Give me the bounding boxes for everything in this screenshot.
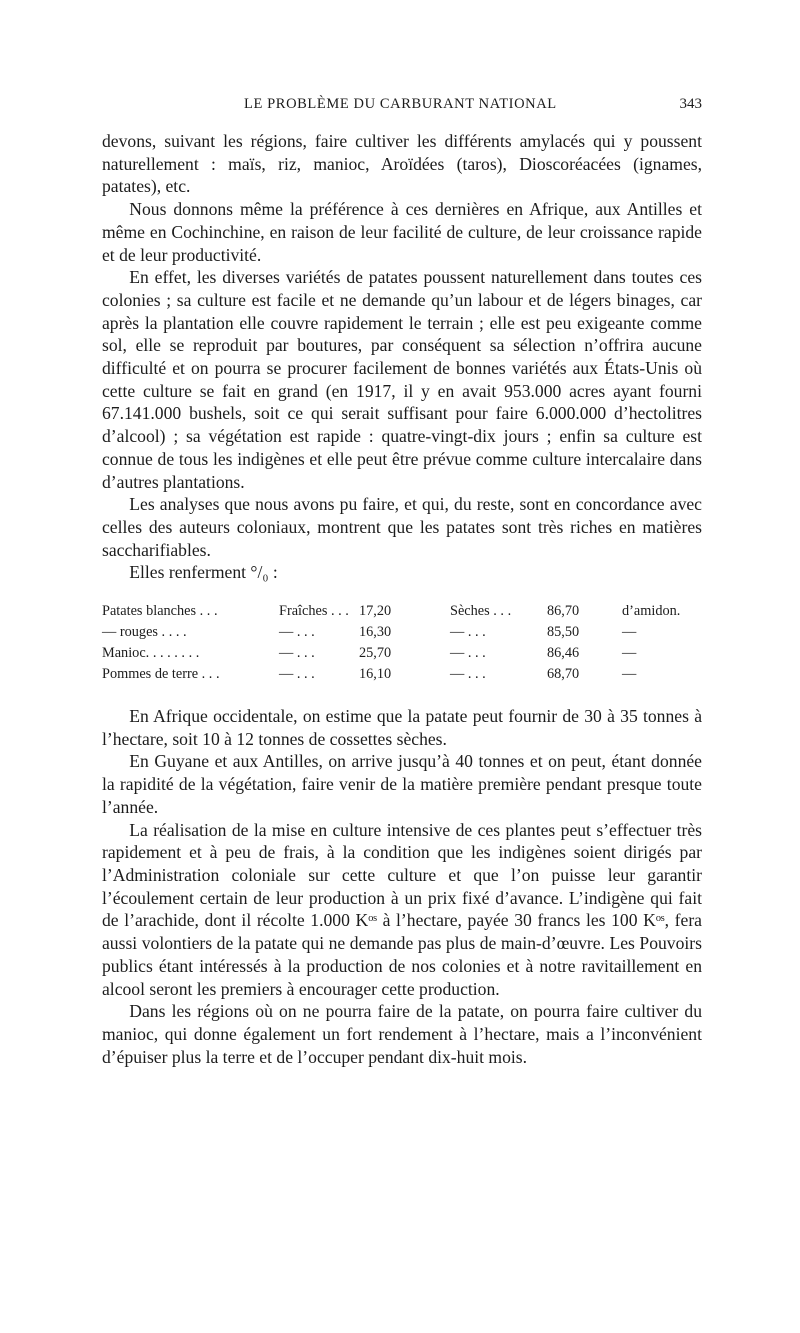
table-cell-value-dry: 85,50 bbox=[547, 624, 580, 641]
table-cell-state-dry: — . . . bbox=[450, 666, 486, 683]
paragraph: En effet, les diverses variétés de patates poussent naturellement dans toutes ces colonies ; sa culture est facile et ne demande qu’un labour et de légers binages, car après la plantation elle couvre rapidement le terrain ; elle est peu exigeante comme sol, elle se reproduit par boutures, par conséquent sa sélection n’offrira aucune difficulté et on pourra se procurer facilement de bonnes variétés aux États-Unis où cette culture se fait en grand (en 1917, il y en avait 953.000 acres ayant fourni 67.141.000 bushels, soit ce qui serait suffisant pour faire 6.000.000 d’hectolitres d’alcool) ; sa végétation est rapide : quatre-vingt-dix jours ; enfin sa culture est connue de tous les indigènes et elle peut être prévue comme culture intercalaire dans d’autres plantations. bbox=[102, 267, 702, 492]
table-row bbox=[102, 664, 702, 685]
table-cell-name: Manioc. . . . . . . . bbox=[102, 645, 200, 662]
table-cell-state-fresh: — . . . bbox=[279, 645, 315, 662]
table-cell-state-fresh: Fraîches . . . bbox=[279, 603, 349, 620]
table-cell-value-fresh: 16,10 bbox=[359, 666, 392, 683]
table-cell-note: — bbox=[622, 645, 637, 662]
table-cell-value-dry: 86,70 bbox=[547, 603, 580, 620]
table-cell-value-fresh: 25,70 bbox=[359, 645, 392, 662]
composition-table bbox=[102, 601, 702, 685]
page-header bbox=[102, 96, 702, 120]
paragraph: En Guyane et aux Antilles, on arrive jusqu’à 40 tonnes et on peut, étant donnée la rapidité de la végétation, faire venir de la matière première pendant presque toute l’année. bbox=[102, 751, 702, 817]
table-row bbox=[102, 601, 702, 622]
composition-table-wrap bbox=[102, 601, 702, 685]
table-cell-value-dry: 86,46 bbox=[547, 645, 580, 662]
table-cell-name: — rouges . . . . bbox=[102, 624, 187, 641]
table-cell-note: d’amidon. bbox=[622, 603, 681, 620]
paragraph: Elles renferment °/₀ : bbox=[129, 562, 278, 583]
body-text bbox=[102, 130, 702, 1068]
table-cell-state-dry: — . . . bbox=[450, 645, 486, 662]
paragraph: Dans les régions où on ne pourra faire de la patate, on pourra faire cultiver du manioc, qui donne également un fort rendement à l’hectare, mais a l’inconvénient d’épuiser plus la terre et de l’occuper pendant dix-huit mois. bbox=[102, 1001, 702, 1067]
table-cell-value-fresh: 17,20 bbox=[359, 603, 392, 620]
page-number: 343 bbox=[679, 96, 702, 112]
table-cell-state-dry: Sèches . . . bbox=[450, 603, 512, 620]
table-cell-note: — bbox=[622, 666, 637, 683]
paragraphs-after bbox=[102, 705, 702, 1068]
table-cell-name: Pommes de terre . . . bbox=[102, 666, 220, 683]
table-cell-note: — bbox=[622, 624, 637, 641]
running-head: LE PROBLÈME DU CARBURANT NATIONAL bbox=[244, 96, 557, 112]
paragraph: Nous donnons même la préférence à ces dernières en Afrique, aux Antilles et même en Cochinchine, en raison de leur facilité de culture, de leur croissance rapide et de leur productivité. bbox=[102, 199, 702, 265]
paragraph: devons, suivant les régions, faire cultiver les différents amylacés qui y poussent naturellement : maïs, riz, manioc, Aroïdées (taros), Dioscoréacées (ignames, patates), etc. bbox=[102, 131, 702, 197]
table-cell-value-dry: 68,70 bbox=[547, 666, 580, 683]
table-row bbox=[102, 643, 702, 664]
paragraph: Les analyses que nous avons pu faire, et qui, du reste, sont en concordance avec celles des auteurs coloniaux, montrent que les patates sont très riches en matières saccharifiables. bbox=[102, 494, 702, 560]
paragraphs-before bbox=[102, 130, 702, 584]
paragraph: En Afrique occidentale, on estime que la patate peut fournir de 30 à 35 tonnes à l’hectare, soit 10 à 12 tonnes de cossettes sèches. bbox=[102, 706, 702, 749]
table-cell-state-fresh: — . . . bbox=[279, 666, 315, 683]
table-cell-state-dry: — . . . bbox=[450, 624, 486, 641]
table-cell-value-fresh: 16,30 bbox=[359, 624, 392, 641]
table-cell-state-fresh: — . . . bbox=[279, 624, 315, 641]
table-row bbox=[102, 622, 702, 643]
paragraph: La réalisation de la mise en culture intensive de ces plantes peut s’effectuer très rapidement et à peu de frais, à la condition que les indigènes soient dirigés par l’Administration coloniale sur cette culture et que l’on puisse leur garantir l’écoulement certain de leur production à un prix fixé d’avance. L’indigène qui fait de l’arachide, dont il récolte 1.000 Kᵒˢ à l’hectare, payée 30 francs les 100 Kᵒˢ, fera aussi volontiers de la patate qui ne demande pas plus de main-d’œuvre. Les Pouvoirs publics étant intéressés à la production de nos colonies et à notre ravitaillement en alcool seront les premiers à encourager cette production. bbox=[102, 819, 702, 999]
table-cell-name: Patates blanches . . . bbox=[102, 603, 218, 620]
